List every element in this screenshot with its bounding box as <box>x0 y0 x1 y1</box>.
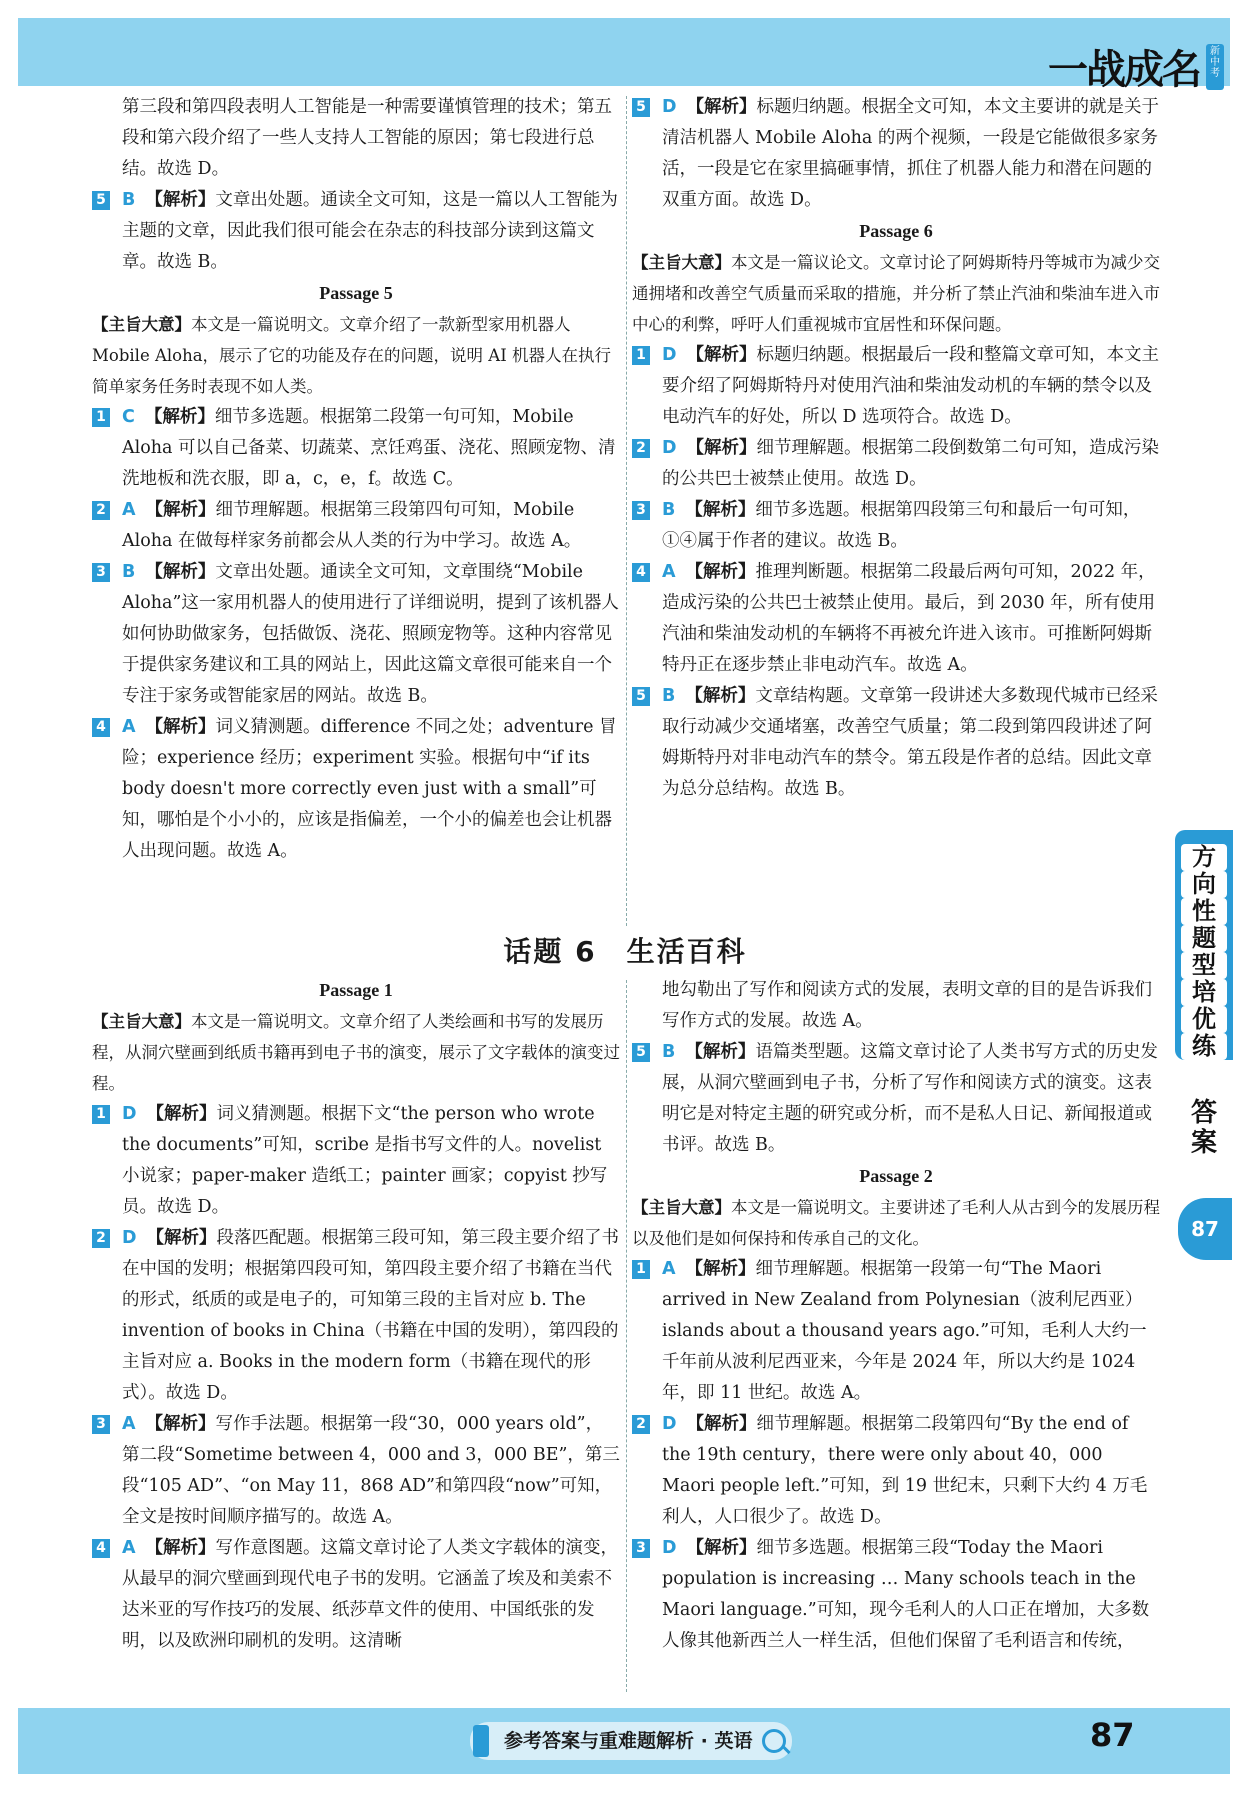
answer-item: 4 A 【解析】推理判断题。根据第二段最后两句可知，2022 年，造成污染的公共巴士被禁止使用。最后，到 2030 年，所有使用汽油和柴油发动机的车辆将不再被允许进入该市。可推断阿姆斯特丹正在逐步禁止非电动汽车。故选 A。 <box>632 557 1160 681</box>
analysis-text: 文章出处题。通读全文可知，这是一篇以人工智能为主题的文章，因此我们很可能会在杂志的科技部分读到这篇文章。故选 B。 <box>122 190 618 272</box>
column-divider <box>626 980 628 1692</box>
answer-item: 1 D 【解析】标题归纳题。根据最后一段和整篇文章可知，本文主要介绍了阿姆斯特丹对使用汽油和柴油发动机的车辆的禁令以及电动汽车的好处，所以 D 选项符合。故选 D。 <box>632 340 1160 433</box>
side-page-badge: 87 <box>1178 1198 1232 1260</box>
answer-item: 5 B 【解析】文章结构题。文章第一段讲述大多数现代城市已经采取行动减少交通堵塞，改善空气质量；第二段到第四段讲述了阿姆斯特丹对非电动汽车的禁令。第五段是作者的总结。因此文章为总分总结构。故选 B。 <box>632 681 1160 805</box>
answer-item: 2 D 【解析】细节理解题。根据第二段第四句“By the end of the 19th century，there were only about 40，000 Maori people left.”可知，到 19 世纪末，只剩下大约 4 万毛利人，人口很少了。故选 D。 <box>632 1409 1160 1533</box>
side-tab-char: 优 <box>1181 1006 1227 1033</box>
answer-item <box>92 185 620 278</box>
side-tab-char: 练 <box>1181 1033 1227 1060</box>
answer-item: 2 D 【解析】段落匹配题。根据第三段可知，第三段主要介绍了书在中国的发明；根据第四段可知，第四段主要介绍了书籍在当代的形式，纸质的或是电子的，可知第三段的主旨对应 b. The invention of books in China（书籍在中国的发明），第四段的主旨对应 a. Books in the modern form（书籍在现代的形式）。故选 D。 <box>92 1223 620 1409</box>
topic-title: 话题 6 生活百科 <box>503 935 747 968</box>
left-bottom-column <box>92 975 620 1657</box>
side-tab-char: 向 <box>1181 871 1227 898</box>
summary: 【主旨大意】本文是一篇说明文。主要讲述了毛利人从古到今的发展历程以及他们是如何保持和传承自己的文化。 <box>632 1198 1160 1248</box>
answer-item: 4 A 【解析】写作意图题。这篇文章讨论了人类文字载体的演变，从最早的洞穴壁画到现代电子书的发明。它涵盖了埃及和美索不达米亚的写作技巧的发展、纸莎草文件的使用、中国纸张的发明，以及欧洲印刷机的发明。这清晰 <box>92 1533 620 1657</box>
continued-text: 第三段和第四段表明人工智能是一种需要谨慎管理的技术；第五段和第六段介绍了一些人支持人工智能的原因；第七段进行总结。故选 D。 <box>122 97 612 179</box>
brand-logo: 一战成名 <box>1048 47 1200 93</box>
footer-label: 参考答案与重难题解析 · 英语 <box>470 1722 792 1760</box>
answer-item: 2 D 【解析】细节理解题。根据第二段倒数第二句可知，造成污染的公共巴士被禁止使用。故选 D。 <box>632 433 1160 495</box>
answer-item: 1 D 【解析】词义猜测题。根据下文“the person who wrote the documents”可知，scribe 是指书写文件的人。novelist 小说家；paper-maker 造纸工；painter 画家；copyist 抄写员。故选 D。 <box>92 1099 620 1223</box>
summary: 【主旨大意】本文是一篇说明文。文章介绍了人类绘画和书写的发展历程，从洞穴壁画到纸质书籍再到电子书的演变，展示了文字载体的演变过程。 <box>92 1012 620 1093</box>
answer-item: 3 B 【解析】细节多选题。根据第四段第三句和最后一句可知，①④属于作者的建议。故选 B。 <box>632 495 1160 557</box>
side-tab-char: 方 <box>1181 844 1227 871</box>
brand-tag: 新中考 <box>1206 44 1224 90</box>
side-answer-label: 答案 <box>1190 1098 1217 1158</box>
passage-title: Passage 6 <box>859 221 933 241</box>
side-tab-char: 型 <box>1181 952 1227 979</box>
page-number: 87 <box>1090 1716 1135 1754</box>
side-tab-char: 培 <box>1181 979 1227 1006</box>
analysis-tag: 【解析】 <box>145 190 216 210</box>
answer-item: 4 A 【解析】词义猜测题。difference 不同之处；adventure 冒险；experience 经历；experiment 实验。根据句中“if its body doesn't more correctly even just with a small”可知，哪怕是个小小的，应该是指偏差，一个小的偏差也会让机器人出现问题。故选 A。 <box>92 712 620 867</box>
side-tab-char: 性 <box>1181 898 1227 925</box>
answer-item: 5 B 【解析】语篇类型题。这篇文章讨论了人类书写方式的历史发展，从洞穴壁画到电子书，分析了写作和阅读方式的演变。这表明它是对特定主题的研究或分析，而不是私人日记、新闻报道或书评。故选 B。 <box>632 1037 1160 1161</box>
footer-book-icon <box>473 1725 489 1757</box>
continued-text: 地勾勒出了写作和阅读方式的发展，表明文章的目的是告诉我们写作方式的发展。故选 A。 <box>662 980 1152 1031</box>
answer-item: 1 A 【解析】细节理解题。根据第一段第一句“The Maori arrived in New Zealand from Polynesian（波利尼西亚）islands about a thousand years ago.”可知，毛利人大约一千年前从波利尼西亚来，今年是 2024 年，所以大约是 1024 年，即 11 世纪。故选 A。 <box>632 1254 1160 1409</box>
passage-title: Passage 5 <box>319 283 393 303</box>
side-section-tab <box>1175 830 1233 1060</box>
summary: 【主旨大意】本文是一篇议论文。文章讨论了阿姆斯特丹等城市为减少交通拥堵和改善空气质量而采取的措施，并分析了禁止汽油和柴油车进入市中心的利弊，呼吁人们重视城市宜居性和环保问题。 <box>632 253 1160 334</box>
right-top-column <box>632 92 1160 805</box>
question-number: 5 <box>92 191 110 210</box>
summary: 【主旨大意】本文是一篇说明文。文章介绍了一款新型家用机器人 Mobile Aloha，展示了它的功能及存在的问题，说明 AI 机器人在执行简单家务任务时表现不如人类。 <box>92 315 611 396</box>
answer-item: 3 D 【解析】细节多选题。根据第三段“Today the Maori population is increasing … Many schools teach in the Maori language.”可知，现今毛利人的人口正在增加，大多数人像其他新西兰人一样生活，但他们保留了毛利语言和传统， <box>632 1533 1160 1657</box>
magnifier-icon <box>762 1729 786 1753</box>
answer-item: 3 B 【解析】文章出处题。通读全文可知，文章围绕“Mobile Aloha”这一家用机器人的使用进行了详细说明，提到了该机器人如何协助做家务，包括做饭、浇花、照顾宠物等。这种内容常见于提供家务建议和工具的网站上，因此这篇文章很可能来自一个专注于家务或智能家居的网站。故选 B。 <box>92 557 620 712</box>
answer-item: 2 A 【解析】细节理解题。根据第三段第四句可知，Mobile Aloha 在做每样家务前都会从人类的行为中学习。故选 A。 <box>92 495 620 557</box>
passage-title: Passage 1 <box>319 980 393 1000</box>
answer-item: 5 D 【解析】标题归纳题。根据全文可知，本文主要讲的就是关于清洁机器人 Mobile Aloha 的两个视频，一段是它能做很多家务活，一段是它在家里搞砸事情，抓住了机器人能力和潜在问题的双重方面。故选 D。 <box>632 92 1160 216</box>
answer-item: 3 A 【解析】写作手法题。根据第一段“30，000 years old”，第二段“Sometime between 4，000 and 3，000 BE”，第三段“105 AD”、“on May 11，868 AD”和第四段“now”可知，全文是按时间顺序描写的。故选 A。 <box>92 1409 620 1533</box>
passage-title: Passage 2 <box>859 1166 933 1186</box>
answer-letter: B <box>122 190 136 210</box>
side-tab-char: 题 <box>1181 925 1227 952</box>
right-bottom-column <box>632 975 1160 1657</box>
column-divider <box>626 96 628 926</box>
answer-item: 1 C 【解析】细节多选题。根据第二段第一句可知，Mobile Aloha 可以自己备菜、切蔬菜、烹饪鸡蛋、浇花、照顾宠物、清洗地板和洗衣服，即 a，c，e，f。故选 C。 <box>92 402 620 495</box>
left-top-column <box>92 92 620 867</box>
